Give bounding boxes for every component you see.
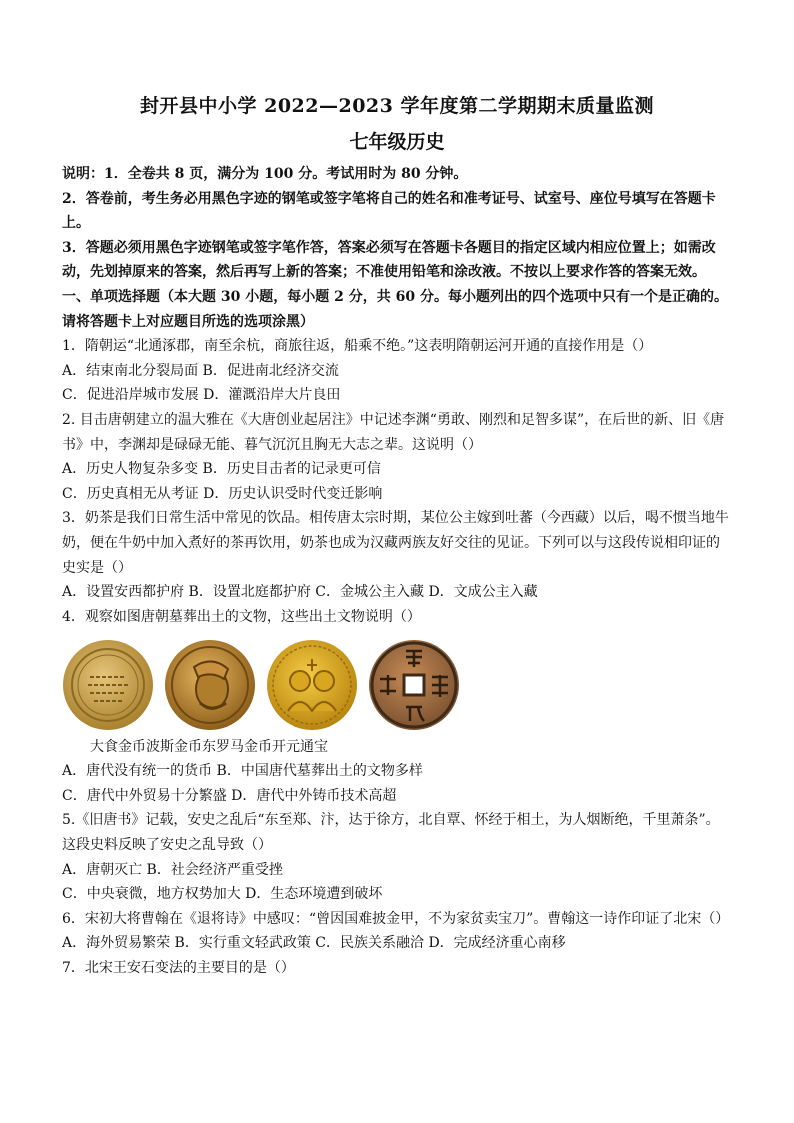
- section-heading: 一、单项选择题（本大题 30 小题，每小题 2 分，共 60 分。每小题列出的四个选项中只有一个是正确的。请将答题卡上对应题目所选的选项涂黑）: [62, 288, 728, 330]
- question-3-stem: 3．奶茶是我们日常生活中常见的饮品。相传唐太宗时期，某位公主嫁到吐蕃（今西藏）以后，喝不惯当地牛奶，便在牛奶中加入煮好的茶再饮用，奶茶也成为汉藏两族友好交往的见证。下列可以与这段传说相印证的史实是（）: [62, 510, 729, 576]
- question-6-stem: 6．宋初大将曹翰在《退将诗》中感叹：“曾因国难披金甲，不为家贫卖宝刀”。曹翰这一诗作印证了北宋（）: [62, 910, 730, 927]
- question-2-options-cd: C．历史真相无从考证 D．历史认识受时代变迁影响: [62, 485, 383, 502]
- dinar-coin-icon: [62, 639, 154, 731]
- question-4-options-ab: A．唐代没有统一的货币 B．中国唐代墓葬出土的文物多样: [62, 763, 423, 780]
- question-2-options-ab: A．历史人物复杂多变 B．历史目击者的记录更可信: [62, 461, 381, 478]
- question-2-stem: 2. 目击唐朝建立的温大雅在《大唐创业起居注》中记述李渊“勇敢、刚烈和足智多谋”，在后世的新、旧《唐书》中，李渊却是碌碌无能、暮气沉沉且胸无大志之辈。这说明（）: [62, 411, 725, 453]
- byzantine-coin-icon: [266, 639, 358, 731]
- question-5-options-cd: C．中央衰微，地方权势加大 D．生态环境遭到破坏: [62, 886, 383, 903]
- question-4-stem: 4．观察如图唐朝墓葬出土的文物，这些出土文物说明（）: [62, 608, 421, 625]
- question-3-options: A．设置安西都护府 B．设置北庭都护府 C．金城公主入藏 D．文成公主入藏: [62, 584, 538, 601]
- coin-figure: [62, 633, 732, 731]
- instruction-2: 2．答卷前，考生务必用黑色字迹的钢笔或签字笔将自己的姓名和准考证号、试室号、座位号填写在答题卡上。: [62, 190, 716, 232]
- question-7-stem: 7．北宋王安石变法的主要目的是（）: [62, 960, 295, 977]
- exam-page: [62, 92, 732, 981]
- page-subtitle: 七年级历史: [349, 131, 445, 153]
- kaiyuan-coin-icon: [368, 639, 460, 731]
- question-4-options-cd: C．唐代中外贸易十分繁盛 D．唐代中外铸币技术高超: [62, 787, 397, 804]
- page-title: 封开县中小学 2022—2023 学年度第二学期期末质量监测: [140, 95, 654, 117]
- persian-coin-icon: [164, 639, 256, 731]
- question-5-stem: 5.《旧唐书》记载，安史之乱后“东至郑、汴，达于徐方，北自覃、怀经于相土，为人烟断绝，千里萧条”。这段史料反映了安史之乱导致（）: [62, 812, 720, 854]
- coin-figure-caption: 大食金币波斯金币东罗马金币开元通宝: [90, 739, 328, 756]
- instruction-1: 说明：1．全卷共 8 页，满分为 100 分。考试用时为 80 分钟。: [62, 166, 468, 182]
- question-5-options-ab: A．唐朝灭亡 B．社会经济严重受挫: [62, 861, 283, 878]
- question-1-options-cd: C．促进沿岸城市发展 D．灌溉沿岸大片良田: [62, 387, 341, 404]
- question-1-options-ab: A．结束南北分裂局面 B．促进南北经济交流: [62, 362, 339, 379]
- instruction-3: 3．答题必须用黑色字迹钢笔或签字笔作答，答案必须写在答题卡各题目的指定区域内相应位置上；如需改动，先划掉原来的答案，然后再写上新的答案；不准使用铅笔和涂改液。不按以上要求作答的答案无效。: [62, 239, 716, 281]
- question-6-options: A．海外贸易繁荣 B．实行重文轻武政策 C．民族关系融洽 D．完成经济重心南移: [62, 935, 566, 952]
- question-1-stem: 1．隋朝运“北通涿郡，南至余杭，商旅往返，船乘不绝。”这表明隋朝运河开通的直接作用是（）: [62, 338, 653, 355]
